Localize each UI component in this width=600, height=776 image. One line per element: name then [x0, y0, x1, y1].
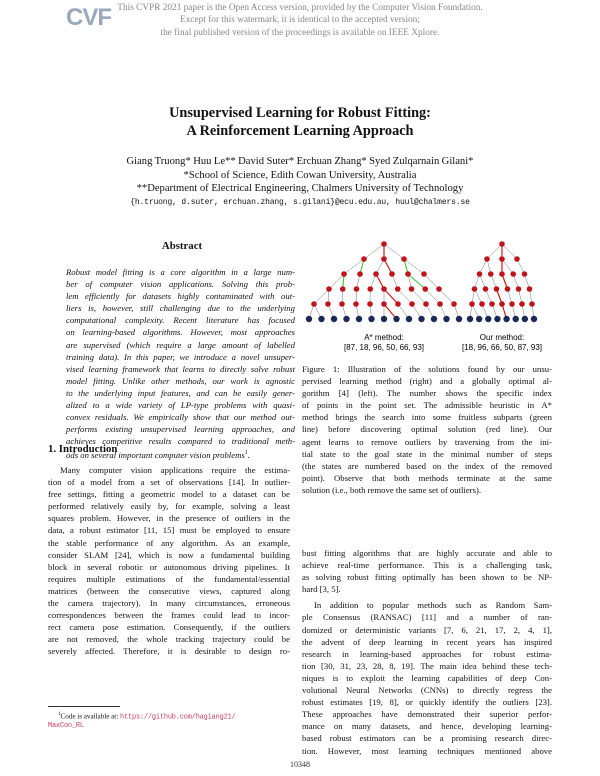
author-emails: {h.truong, d.suter, erchuan.zhang, s.gilani}@ecu.edu.au, huul@chalmers.se: [130, 197, 470, 207]
caption-line: gorithm [4] (left). The number shows the specific index: [302, 388, 552, 399]
tree-node: [494, 316, 500, 322]
body-line: hard [3, 5].: [302, 584, 341, 595]
body-line: domized or deterministic variants [7, 6, 21, 17, 2, 4, 1],: [302, 624, 552, 635]
tree-node: [499, 271, 505, 277]
astar-method-label: A* method:: [364, 333, 404, 342]
tree-node: [381, 241, 387, 247]
body-line: bust fitting algorithms that are highly accurate and able to: [302, 548, 552, 558]
intro-line: free settings, fitting a geometric model to a dataset can be: [48, 489, 290, 500]
tree-node: [393, 316, 399, 322]
footnote: [48, 710, 298, 731]
body-line: achieve real-time performance. This is a challenging task,: [302, 560, 552, 571]
tree-node: [456, 316, 462, 322]
tree-edge: [364, 244, 384, 259]
caption-line: (the states are numbered based on the index of the removed: [302, 460, 552, 471]
right-column-body: [302, 547, 552, 757]
tree-edge: [502, 244, 517, 259]
tree-node: [472, 286, 478, 292]
paper-title: [0, 104, 600, 140]
author-names: Giang Truong* Huu Le** David Suter* Erchuan Zhang* Syed Zulqarnain Gilani*: [126, 156, 474, 167]
tree-node: [503, 316, 509, 322]
tree-node: [499, 241, 505, 247]
cvf-logo: CVF: [66, 4, 111, 31]
tree-node: [395, 301, 401, 307]
title-line: Unsupervised Learning for Robust Fitting:: [169, 105, 431, 121]
caption-line: Figure 1: Illustration of the solutions found by our unsu-: [302, 364, 552, 374]
tree-node: [354, 286, 360, 292]
tree-node: [437, 301, 443, 307]
tree-node: [489, 301, 495, 307]
astar-search-tree: [306, 241, 462, 322]
caption-line: of points in the point set. The admissible heuristic in A*: [302, 400, 552, 411]
tree-node: [418, 316, 424, 322]
tree-node: [367, 301, 373, 307]
notice-line: This CVPR 2021 paper is the Open Access version, provided by the Computer Vision Foundation.: [117, 3, 483, 13]
tree-node: [469, 301, 475, 307]
tree-edge: [487, 244, 502, 259]
footnote-mark: 1: [58, 712, 61, 717]
tree-node: [531, 316, 537, 322]
tree-node: [505, 286, 511, 292]
tree-node: [353, 301, 359, 307]
body-line: These approaches have demonstrated their superior perfor-: [302, 709, 552, 720]
body-line: as solving robust fitting optimally has been shown to be NP-: [302, 572, 552, 583]
tree-node: [368, 316, 374, 322]
abstract-line: to the underlying input features, and can be easily gener-: [66, 387, 295, 398]
tree-node: [306, 316, 312, 322]
figure-caption: [302, 363, 552, 496]
abstract-line: model fitting. Unlike other methods, our work is agnostic: [66, 375, 295, 386]
body-line: niques is to exploit the learning capabilities of deep Con-: [302, 672, 552, 683]
intro-line: severely affected. Therefore, it is desirable to design ro-: [48, 646, 290, 657]
tree-node: [484, 256, 490, 262]
caption-line: line) before discovering optimal solution (red line). Our: [302, 424, 552, 435]
tree-node: [522, 316, 528, 322]
rl-agent-search-tree: [467, 241, 537, 322]
tree-node: [513, 316, 519, 322]
tree-node: [514, 256, 520, 262]
tree-node: [318, 316, 324, 322]
abstract-line: on learning-based algorithms. However, most approaches: [66, 327, 295, 338]
tree-node: [423, 301, 429, 307]
body-line: the advent of deep learning in recent years has inspired: [302, 636, 552, 647]
tree-node: [467, 316, 473, 322]
tree-node: [509, 301, 515, 307]
tree-node: [494, 286, 500, 292]
abstract-body: [66, 266, 295, 461]
abstract-line: ber of computer vision applications. Solving this prob-: [66, 279, 295, 290]
astar-solution: [87, 18, 96, 50, 66, 93]: [343, 343, 425, 352]
affiliation-chalmers: **Department of Electrical Engineering, Chalmers University of Technology: [136, 183, 464, 194]
tree-node: [431, 316, 437, 322]
caption-line: pervised learning method (right) and a globally optimal al-: [302, 376, 552, 387]
tree-node: [477, 271, 483, 277]
tree-node: [381, 286, 387, 292]
intro-line: rect camera pose estimation. Consequently, if the outliers: [48, 622, 290, 633]
intro-line: are not removed, the whole tracking trajectory could be: [48, 634, 290, 645]
body-line: In addition to popular methods such as Random Sam-: [314, 600, 552, 611]
caption-line: method brings the search into some fruitless subparts (green: [302, 412, 552, 423]
abstract-line: performs existing unsupervised learning approaches, and: [66, 424, 295, 435]
tree-node: [485, 316, 491, 322]
footnote-rule: [48, 706, 120, 707]
tree-node: [479, 301, 485, 307]
tree-node: [522, 271, 528, 277]
caption-line: tial state to the goal state in the minimal number of steps: [302, 448, 552, 459]
notice-line: Except for this watermark, it is identical to the accepted version;: [180, 15, 420, 26]
abstract-line: lem efficiently for datasets highly contaminated with out-: [66, 291, 295, 302]
intro-line: data, a robust estimator [11, 15] must be employed to ensure: [48, 525, 290, 536]
body-line: ple Consensus (RANSAC) [11] and a number of ran-: [302, 612, 552, 623]
tree-node: [488, 271, 494, 277]
abstract-line: training data). In this paper, we introduce a novel unsuper-: [66, 351, 295, 362]
tree-node: [436, 286, 442, 292]
tree-node: [367, 286, 373, 292]
open-access-notice: [0, 2, 600, 39]
intro-line: performed relatively easily by, for example, solving a least: [48, 501, 290, 512]
tree-node: [476, 316, 482, 322]
intro-line: consider SLAM [24], which is now a fundamental building: [48, 549, 290, 560]
tree-node: [356, 316, 362, 322]
tree-node: [405, 271, 411, 277]
page-number: 10348: [290, 760, 310, 769]
tree-node: [510, 271, 516, 277]
tree-node: [421, 271, 427, 277]
abstract-line: achieves competitive results compared to traditional meth-: [66, 436, 295, 447]
tree-node: [519, 301, 525, 307]
tree-node: [325, 301, 331, 307]
tree-node: [422, 286, 428, 292]
abstract-line: convex residuals. We empirically show that our method out-: [66, 412, 295, 423]
tree-node: [381, 316, 387, 322]
tree-node: [499, 256, 505, 262]
footnote-text: Code is available at:: [60, 712, 120, 721]
tree-edge: [384, 244, 404, 259]
intro-line: the stable performance of any algorithm. As an example,: [48, 537, 290, 548]
notice-line: the final published version of the proceedings is available on IEEE Xplore.: [160, 27, 440, 38]
caption-line: solution (i.e., both remove the same set of outliers).: [302, 484, 482, 495]
body-line: research in learning-based approaches for robust estima-: [302, 648, 552, 659]
tree-node: [443, 316, 449, 322]
tree-edge: [384, 289, 398, 304]
tree-node: [373, 271, 379, 277]
intro-line: the camera trajectory). In many circumstances, erroneous: [48, 598, 290, 609]
body-line: tion [30, 31, 23, 28, 8, 19]. The main idea behind these tech-: [302, 660, 552, 671]
abstract-line: are supervised (which require a large amount of labelled: [66, 339, 295, 350]
intro-line: correspondences between the frames could lead to incor-: [48, 610, 290, 621]
tree-node: [451, 301, 457, 307]
tree-node: [389, 271, 395, 277]
rl-solution: [18, 96, 66, 50, 87, 93]: [461, 343, 543, 352]
body-line: robust estimates [19, 8], or quickly identify the outliers [23].: [302, 697, 552, 708]
abstract-line: vised learning framework that learns to directly solve robust: [66, 363, 295, 374]
tree-node: [409, 301, 415, 307]
abstract-heading: Abstract: [161, 240, 203, 252]
abstract-line: ods on several important computer vision problems: [66, 450, 245, 461]
tree-node: [339, 301, 345, 307]
intro-line: Many computer vision applications require the estima-: [60, 465, 290, 475]
introduction-body: [48, 464, 290, 658]
tree-node: [381, 256, 387, 262]
tree-node: [340, 286, 346, 292]
tree-node: [331, 316, 337, 322]
tree-node: [381, 301, 387, 307]
tree-node: [326, 286, 332, 292]
body-line: tion. However, most learning techniques mentioned above: [302, 745, 552, 756]
tree-node: [341, 271, 347, 277]
tree-node: [406, 316, 412, 322]
intro-line: tion of a model from a set of observations [14]. In outlier-: [48, 477, 290, 488]
figure-search-trees: [302, 236, 552, 356]
tree-node: [401, 256, 407, 262]
author-block: [0, 155, 600, 209]
abstract-line: computational complexity. Recent literature has focused: [66, 315, 295, 326]
abstract-line: alized to a wide variety of LP-type problems with quasi-: [66, 400, 295, 411]
abstract-line: Robust model fitting is a core algorithm in a large num-: [66, 267, 295, 277]
tree-node: [529, 301, 535, 307]
footnote-ref[interactable]: 1: [244, 450, 248, 457]
code-link[interactable]: https://github.com/hagiang21/: [120, 713, 236, 722]
rl-method-label: Our method:: [479, 333, 525, 342]
tree-node: [409, 286, 415, 292]
code-link-continued[interactable]: MaxCon_RL: [48, 722, 84, 731]
intro-line: squares problem. However, in the presence of outliers in the: [48, 513, 290, 524]
tree-node: [527, 286, 533, 292]
tree-node: [343, 316, 349, 322]
tree-node: [311, 301, 317, 307]
introduction-heading: 1. Introduction: [48, 443, 118, 455]
body-line: volutional Neural Networks (CNNs) to directly regress the: [302, 685, 552, 696]
intro-line: matrices (between the consecutive views, captured along: [48, 585, 290, 596]
abstract-line: liers is, however, still challenging due to the underlying: [66, 303, 295, 314]
tree-node: [361, 256, 367, 262]
tree-node: [499, 301, 505, 307]
title-line: A Reinforcement Learning Approach: [186, 123, 414, 139]
abstract-period: .: [247, 450, 250, 461]
tree-node: [357, 271, 363, 277]
body-line: mance on many datasets, and hence, developing learning-: [302, 721, 552, 732]
caption-line: point). Observe that both methods terminate at the same: [302, 472, 552, 483]
affiliation-ecu: *School of Science, Edith Cowan University, Australia: [183, 169, 417, 181]
tree-node: [395, 286, 401, 292]
caption-line: agent learns to remove outliers by traversing from the ini-: [302, 436, 552, 447]
tree-edge: [502, 259, 513, 274]
tree-node: [483, 286, 489, 292]
intro-line: requires multiple estimations of the fundamental/essential: [48, 573, 290, 584]
tree-node: [516, 286, 522, 292]
body-line: based robust estimators can be a promising research direc-: [302, 733, 552, 744]
intro-line: block in several robotic or autonomous driving pipelines. It: [48, 561, 290, 572]
footnote-line: [48, 710, 298, 722]
